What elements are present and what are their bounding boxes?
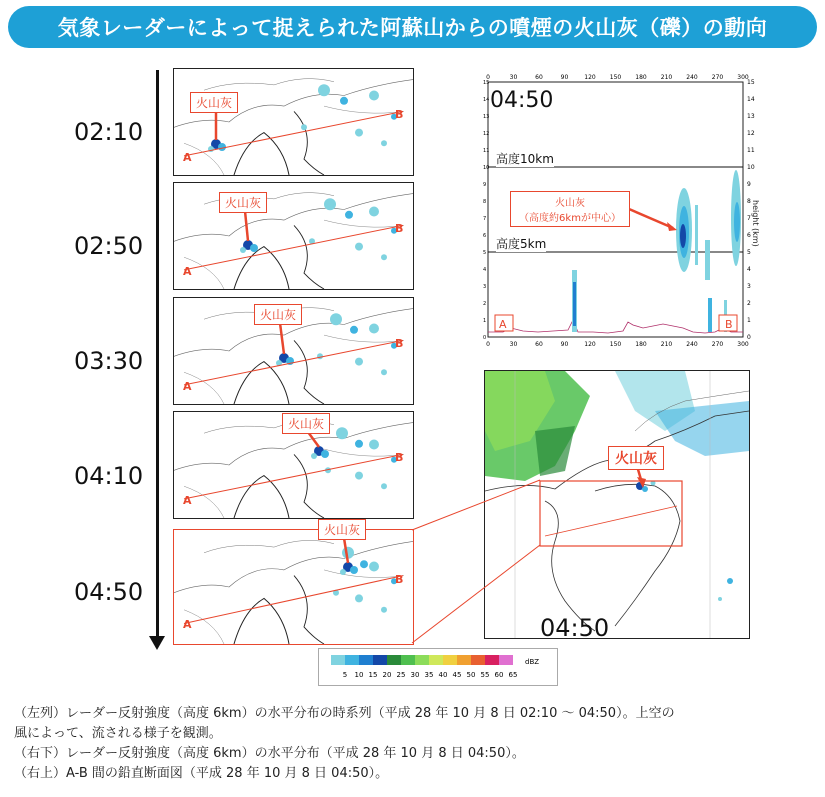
height-tick-label-left: 9 [483, 182, 487, 188]
bottom-tick-label: 120 [584, 341, 596, 348]
height-tick-label: 14 [747, 96, 755, 103]
height-tick-label-left: 7 [483, 216, 487, 222]
legend-swatch [443, 655, 457, 665]
point-a-label: A [183, 379, 192, 393]
legend-swatch [485, 655, 499, 665]
height-tick-label-left: 10 [483, 165, 490, 171]
bottom-tick-label: 300 [737, 341, 749, 348]
height-tick-label-left: 8 [483, 199, 487, 205]
height-tick-label-left: 5 [483, 250, 487, 256]
label-5km: 高度5km [496, 237, 547, 251]
point-b-label: B [395, 572, 404, 586]
ash-callout-5: 火山灰 [318, 519, 366, 540]
legend-value-label: 30 [410, 671, 420, 679]
legend-value-label: 35 [424, 671, 434, 679]
bottom-tick-label: 90 [560, 341, 569, 348]
bottom-tick-label: 150 [609, 341, 622, 348]
time-label-2: 02:50 [74, 232, 144, 260]
legend-swatch [373, 655, 387, 665]
point-b-label: B [395, 108, 404, 122]
height-tick-label-left: 15 [483, 80, 490, 86]
time-label-5: 04:50 [74, 578, 144, 606]
point-a-label: A [183, 150, 192, 164]
large-map-callout: 火山灰 [608, 446, 664, 470]
legend-value-label: 40 [438, 671, 448, 679]
legend-swatch [387, 655, 401, 665]
height-tick-label: 12 [747, 130, 755, 137]
height-tick-label-left: 6 [483, 233, 487, 239]
legend-swatch [457, 655, 471, 665]
legend-value-label: 15 [368, 671, 378, 679]
top-tick-label: 210 [660, 74, 673, 81]
legend-value-label: 50 [466, 671, 476, 679]
ash-callout-2: 火山灰 [219, 192, 267, 213]
ash-callout-4: 火山灰 [282, 413, 330, 434]
bottom-tick-label: 270 [711, 341, 724, 348]
page-title: 気象レーダーによって捉えられた阿蘇山からの噴煙の火山灰（礫）の動向 [57, 16, 768, 40]
legend-swatch [331, 655, 345, 665]
height-tick-label: 0 [747, 334, 751, 341]
height-tick-label-left: 12 [483, 131, 490, 137]
point-b-label: B [395, 222, 404, 236]
legend-swatch [499, 655, 513, 665]
bottom-tick-label: 180 [635, 341, 647, 348]
height-tick-label-left: 0 [483, 335, 487, 341]
legend-value-label: 60 [494, 671, 504, 679]
point-a-label: A [183, 264, 192, 278]
legend-value-label: 10 [354, 671, 364, 679]
xsec-point-b: B [725, 318, 733, 331]
legend-swatch [401, 655, 415, 665]
legend-unit-label: dBZ [525, 658, 540, 666]
point-b-label: B [395, 451, 404, 465]
top-tick-label: 150 [609, 74, 622, 81]
dbz-color-legend [318, 648, 558, 686]
top-tick-label: 240 [686, 74, 698, 81]
legend-value-label: 5 [342, 671, 348, 679]
legend-value-label: 20 [382, 671, 392, 679]
height-tick-label: 10 [747, 164, 755, 171]
top-tick-label: 180 [635, 74, 647, 81]
xsec-point-a: A [499, 318, 507, 331]
height-tick-label: 5 [747, 249, 751, 256]
legend-swatch [359, 655, 373, 665]
cross-callout-line2: （高度約6kmが中心） [519, 213, 621, 224]
height-tick-label-left: 4 [483, 267, 487, 273]
height-axis-label: height (km) [751, 200, 760, 247]
cross-section-time: 04:50 [490, 88, 554, 113]
height-tick-label: 9 [747, 181, 751, 188]
height-tick-label-left: 14 [483, 97, 490, 103]
bottom-tick-label: 0 [486, 341, 490, 348]
top-tick-label: 270 [711, 74, 724, 81]
point-a-label: A [183, 618, 192, 632]
legend-value-label: 55 [480, 671, 490, 679]
height-tick-label: 7 [747, 215, 751, 222]
legend-value-label: 65 [508, 671, 518, 679]
top-tick-label: 90 [560, 74, 569, 81]
height-tick-label: 11 [747, 147, 755, 154]
bottom-tick-label: 60 [535, 341, 543, 348]
bottom-tick-label: 210 [660, 341, 673, 348]
point-a-label: A [183, 493, 192, 507]
height-tick-label-left: 13 [483, 114, 490, 120]
height-tick-label: 4 [747, 266, 751, 273]
time-label-3: 03:30 [74, 347, 144, 375]
height-tick-label-left: 3 [483, 284, 487, 290]
height-tick-label: 6 [747, 232, 751, 239]
legend-swatch [429, 655, 443, 665]
height-tick-label-left: 2 [483, 301, 487, 307]
legend-value-label: 25 [396, 671, 406, 679]
point-b-label: B [395, 337, 404, 351]
caption-line-2: 風によって、流される様子を観測。 [14, 726, 222, 741]
legend-value-label: 45 [452, 671, 462, 679]
legend-swatch [471, 655, 485, 665]
height-tick-label: 3 [747, 283, 751, 290]
legend-swatch [415, 655, 429, 665]
height-tick-label: 1 [747, 317, 751, 324]
top-tick-label: 60 [535, 74, 543, 81]
time-label-4: 04:10 [74, 462, 144, 490]
top-tick-label: 300 [737, 74, 749, 81]
height-tick-label: 8 [747, 198, 751, 205]
top-tick-label: 0 [486, 74, 490, 81]
top-tick-label: 120 [584, 74, 596, 81]
height-tick-label: 2 [747, 300, 751, 307]
legend-swatch [345, 655, 359, 665]
label-10km: 高度10km [496, 152, 554, 166]
caption-line-3: （右下）レーダー反射強度（高度 6km）の水平分布（平成 28 年 10 月 8 日 04:50）。 [14, 746, 525, 761]
large-map-time: 04:50 [540, 614, 610, 642]
caption-line-4: （右上）A-B 間の鉛直断面図（平成 28 年 10 月 8 日 04:50）。 [14, 766, 389, 781]
bottom-tick-label: 240 [686, 341, 698, 348]
ash-callout-3: 火山灰 [254, 304, 302, 325]
bottom-tick-label: 30 [509, 341, 518, 348]
top-tick-label: 30 [509, 74, 518, 81]
cross-callout-line1: 火山灰 [555, 198, 585, 209]
ash-callout-1: 火山灰 [190, 92, 238, 113]
caption-line-1: （左列）レーダー反射強度（高度 6km）の水平分布の時系列（平成 28 年 10 月 8 日 02:10 ～ 04:50）。上空の [14, 706, 675, 721]
height-tick-label: 15 [747, 79, 755, 86]
height-tick-label-left: 1 [483, 318, 487, 324]
height-tick-label: 13 [747, 113, 755, 120]
height-tick-label-left: 11 [483, 148, 490, 154]
time-label-1: 02:10 [74, 118, 144, 146]
